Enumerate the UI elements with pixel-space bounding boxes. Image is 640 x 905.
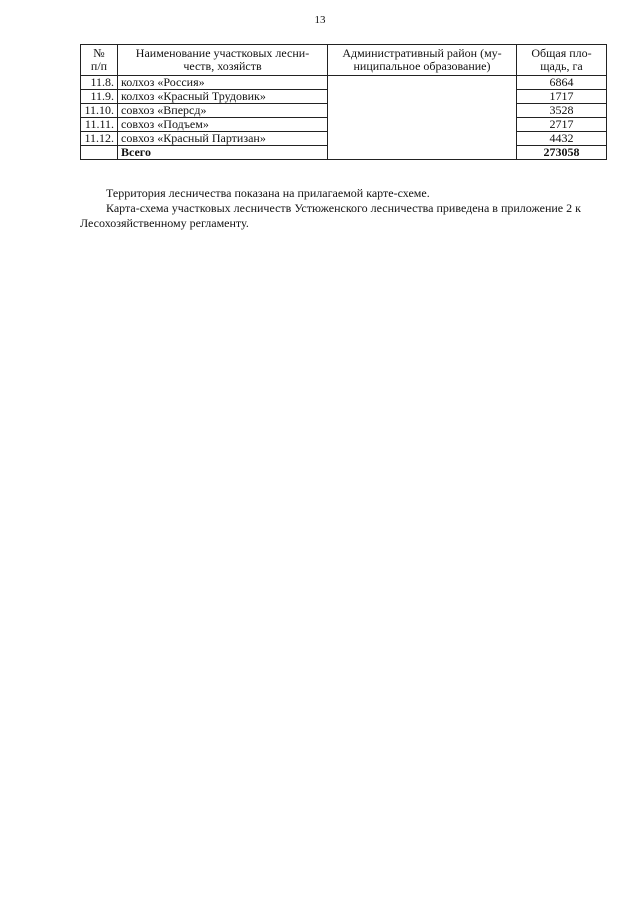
paragraph-map-note: Территория лесничества показана на прилагаемой карте-схеме.: [106, 186, 430, 200]
paragraph-appendix-note: Карта-схема участковых лесничеств Устюженского лесничества приведена в приложение 2 к Лесохозяйственному регламенту.: [80, 201, 581, 230]
header-area-line1: Общая пло-: [531, 46, 592, 60]
table-header-row: [81, 45, 607, 76]
row-name: колхоз «Красный Трудовик»: [118, 90, 328, 104]
total-area: 273058: [517, 146, 607, 160]
header-district: [328, 45, 517, 76]
header-district-line2: ниципальное образование): [353, 59, 491, 73]
header-area-line2: щадь, га: [540, 59, 583, 73]
row-area: 3528: [517, 104, 607, 118]
row-number: 11.11.: [81, 118, 118, 132]
row-name: совхоз «Вперсд»: [118, 104, 328, 118]
table-row: [81, 76, 607, 90]
header-name-line2: честв, хозяйств: [183, 59, 262, 73]
row-area: 1717: [517, 90, 607, 104]
row-name: совхоз «Красный Партизан»: [118, 132, 328, 146]
total-number-cell: [81, 146, 118, 160]
row-area: 6864: [517, 76, 607, 90]
header-number-line1: №: [93, 46, 105, 60]
row-number: 11.10.: [81, 104, 118, 118]
total-label: Всего: [118, 146, 328, 160]
header-district-line1: Административный район (му-: [342, 46, 502, 60]
district-merged-cell: [328, 76, 517, 160]
header-number: [81, 45, 118, 76]
row-area: 2717: [517, 118, 607, 132]
page-number: 13: [314, 14, 326, 26]
forestry-table: [80, 44, 607, 160]
header-number-line2: п/п: [90, 59, 108, 73]
header-name: [118, 45, 328, 76]
header-name-line1: Наименование участковых лесни-: [135, 46, 310, 60]
row-area: 4432: [517, 132, 607, 146]
row-number: 11.9.: [81, 90, 118, 104]
row-number: 11.12.: [81, 132, 118, 146]
row-name: совхоз «Подъем»: [118, 118, 328, 132]
header-area: [517, 45, 607, 76]
row-name: колхоз «Россия»: [118, 76, 328, 90]
row-number: 11.8.: [81, 76, 118, 90]
